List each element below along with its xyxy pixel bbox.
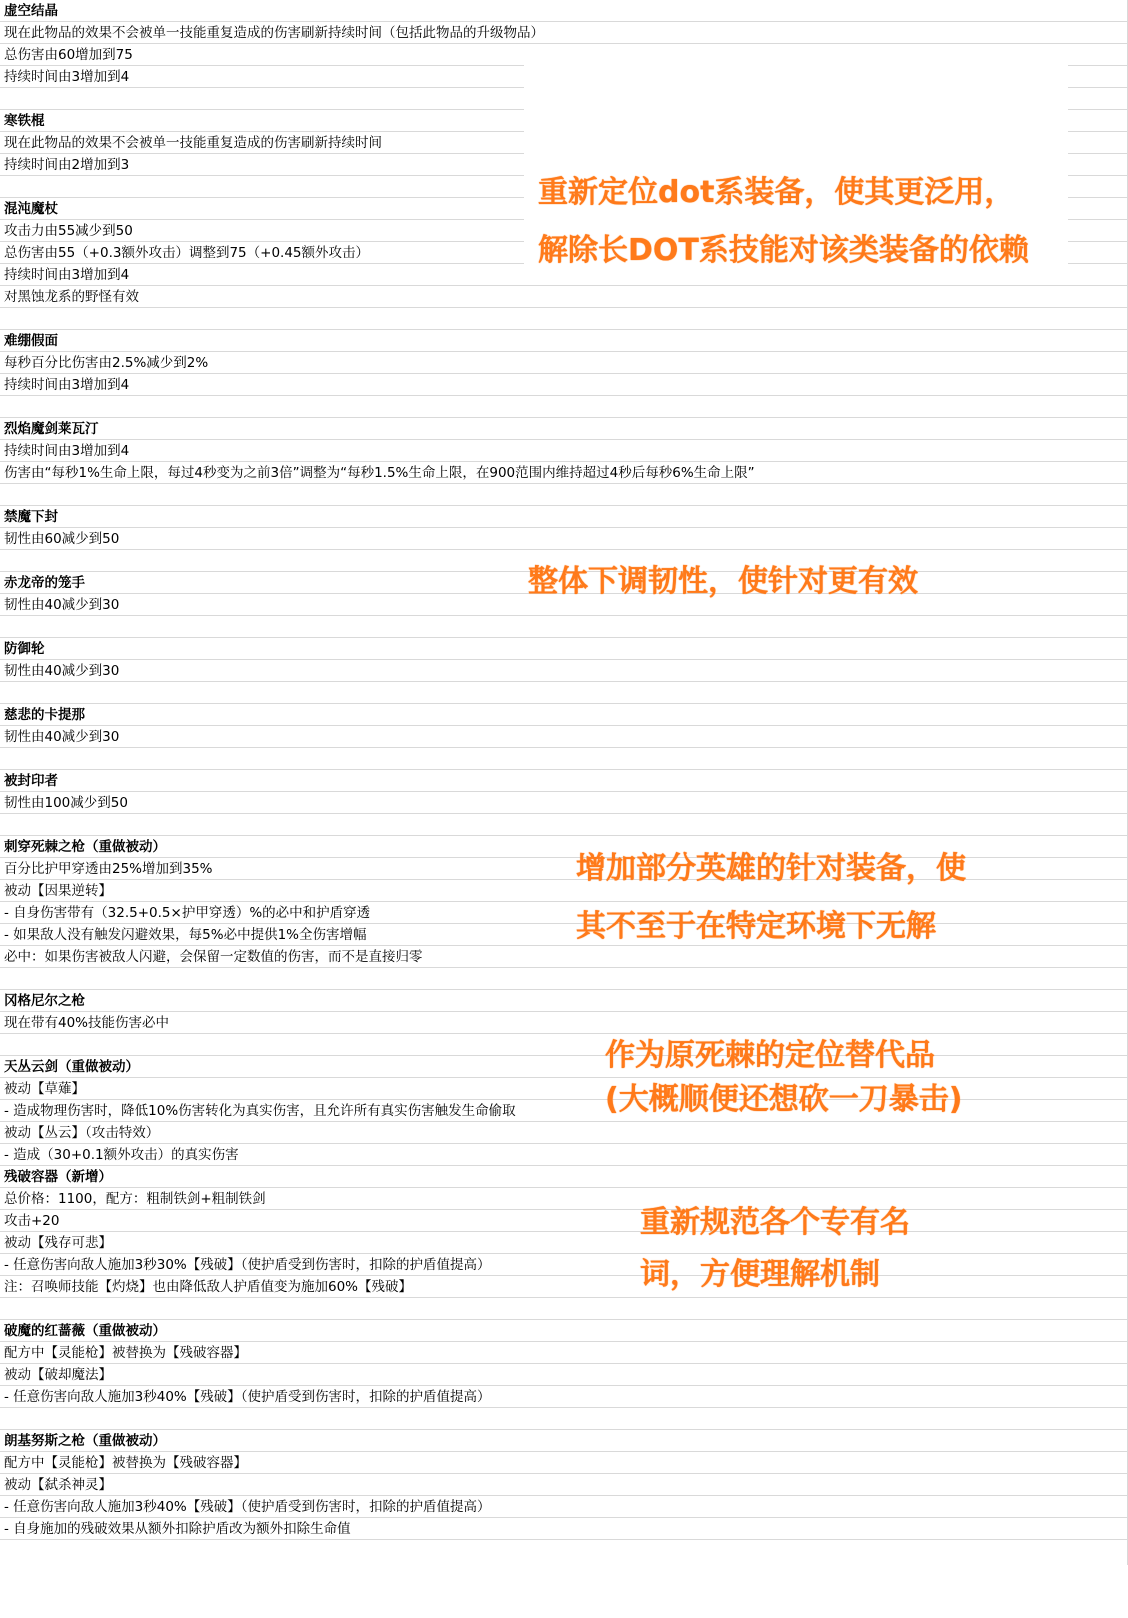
change-row: 被动【破却魔法】 [0, 1364, 1128, 1386]
item-title-row: 难绷假面 [0, 330, 1128, 352]
annotation-replacement [605, 1034, 962, 1122]
item-title-row: 虚空结晶 [0, 0, 1128, 22]
change-row: 现在带有40%技能伤害必中 [0, 1012, 1128, 1034]
item-title-row: 禁魔下封 [0, 506, 1128, 528]
change-row: - 任意伤害向敌人施加3秒40%【残破】（使护盾受到伤害时，扣除的护盾值提高） [0, 1496, 1128, 1518]
item-title-row: 慈悲的卡提那 [0, 704, 1128, 726]
change-row: 持续时间由3增加到4 [0, 66, 1128, 88]
change-row: 被动【草薙】 [0, 1078, 1128, 1100]
blank-row [0, 616, 1128, 638]
change-row: 被动【因果逆转】 [0, 880, 1128, 902]
annotation-line: 解除长DOT系技能对该类装备的依赖 [538, 233, 1029, 268]
annotation-line: 重新定位dot系装备，使其更泛用， [538, 175, 1015, 210]
item-title-row: 赤龙帝的笼手 [0, 572, 1128, 594]
change-row: 被动【弑杀神灵】 [0, 1474, 1128, 1496]
item-title-row: 烈焰魔剑莱瓦汀 [0, 418, 1128, 440]
change-row: 韧性由40减少到30 [0, 726, 1128, 748]
blank-row [0, 968, 1128, 990]
annotation-terms [640, 1197, 910, 1301]
change-row: - 任意伤害向敌人施加3秒30%【残破】（使护盾受到伤害时，扣除的护盾值提高） [0, 1254, 1128, 1276]
change-row: 伤害由“每秒1%生命上限，每过4秒变为之前3倍”调整为“每秒1.5%生命上限，在900范围内维持超过4秒后每秒6%生命上限” [0, 462, 1128, 484]
change-row: 攻击+20 [0, 1210, 1128, 1232]
change-row: 持续时间由3增加到4 [0, 264, 1128, 286]
change-row: - 自身施加的残破效果从额外扣除护盾改为额外扣除生命值 [0, 1518, 1128, 1540]
change-row: 韧性由40减少到30 [0, 594, 1128, 616]
item-title-row: 天丛云剑（重做被动） [0, 1056, 1128, 1078]
annotation-line: 重新规范各个专有名 [640, 1205, 910, 1240]
change-row: 韧性由60减少到50 [0, 528, 1128, 550]
change-row: 配方中【灵能枪】被替换为【残破容器】 [0, 1452, 1128, 1474]
annotation-line: 词，方便理解机制 [640, 1257, 880, 1292]
change-row: 持续时间由2增加到3 [0, 154, 1128, 176]
item-title-row: 残破容器（新增） [0, 1166, 1128, 1188]
annotation-tenacity [528, 553, 918, 611]
annotation-line: 整体下调韧性，使针对更有效 [528, 564, 918, 599]
change-row: 被动【丛云】（攻击特效） [0, 1122, 1128, 1144]
annotation-counter-items [576, 840, 966, 956]
blank-row [0, 682, 1128, 704]
change-row: 现在此物品的效果不会被单一技能重复造成的伤害刷新持续时间 [0, 132, 1128, 154]
blank-row [0, 484, 1128, 506]
change-row: 韧性由100减少到50 [0, 792, 1128, 814]
item-title-row: 冈格尼尔之枪 [0, 990, 1128, 1012]
change-row: 配方中【灵能枪】被替换为【残破容器】 [0, 1342, 1128, 1364]
change-row: - 如果敌人没有触发闪避效果，每5%必中提供1%全伤害增幅 [0, 924, 1128, 946]
change-row: 韧性由40减少到30 [0, 660, 1128, 682]
change-row: - 自身伤害带有（32.5+0.5×护甲穿透）%的必中和护盾穿透 [0, 902, 1128, 924]
change-row: 百分比护甲穿透由25%增加到35% [0, 858, 1128, 880]
change-row: 持续时间由3增加到4 [0, 440, 1128, 462]
change-row: 被动【残存可悲】 [0, 1232, 1128, 1254]
change-row: 持续时间由3增加到4 [0, 374, 1128, 396]
item-title-row: 混沌魔杖 [0, 198, 1128, 220]
blank-row [0, 1298, 1128, 1320]
blank-row [0, 1408, 1128, 1430]
item-title-row: 防御轮 [0, 638, 1128, 660]
change-row: 总价格：1100，配方：粗制铁剑+粗制铁剑 [0, 1188, 1128, 1210]
change-row: - 造成物理伤害时，降低10%伤害转化为真实伤害，且允许所有真实伤害触发生命偷取 [0, 1100, 1128, 1122]
item-title-row: 寒铁棍 [0, 110, 1128, 132]
blank-row [0, 396, 1128, 418]
change-row: 每秒百分比伤害由2.5%减少到2% [0, 352, 1128, 374]
change-row: 总伤害由60增加到75 [0, 44, 1128, 66]
change-row: 总伤害由55（+0.3额外攻击）调整到75（+0.45额外攻击） [0, 242, 1128, 264]
item-title-row: 破魔的红蔷薇（重做被动） [0, 1320, 1128, 1342]
change-row: 对黑蚀龙系的野怪有效 [0, 286, 1128, 308]
change-row: 攻击力由55减少到50 [0, 220, 1128, 242]
change-row: 必中：如果伤害被敌人闪避，会保留一定数值的伤害，而不是直接归零 [0, 946, 1128, 968]
blank-row [0, 814, 1128, 836]
item-title-row: 被封印者 [0, 770, 1128, 792]
blank-row [0, 308, 1128, 330]
annotation-dot-items [538, 164, 1029, 280]
annotation-line: 其不至于在特定环境下无解 [576, 909, 936, 944]
change-row: 注：召唤师技能【灼烧】也由降低敌人护盾值变为施加60%【残破】 [0, 1276, 1128, 1298]
item-title-row: 刺穿死棘之枪（重做被动） [0, 836, 1128, 858]
change-row: - 任意伤害向敌人施加3秒40%【残破】（使护盾受到伤害时，扣除的护盾值提高） [0, 1386, 1128, 1408]
blank-row [0, 748, 1128, 770]
change-row: - 造成（30+0.1额外攻击）的真实伤害 [0, 1144, 1128, 1166]
item-title-row: 朗基努斯之枪（重做被动） [0, 1430, 1128, 1452]
annotation-line: (大概顺便还想砍一刀暴击) [605, 1082, 963, 1117]
change-row: 现在此物品的效果不会被单一技能重复造成的伤害刷新持续时间（包括此物品的升级物品） [0, 22, 1128, 44]
annotation-line: 作为原死棘的定位替代品 [605, 1038, 935, 1073]
annotation-line: 增加部分英雄的针对装备，使 [576, 851, 966, 886]
